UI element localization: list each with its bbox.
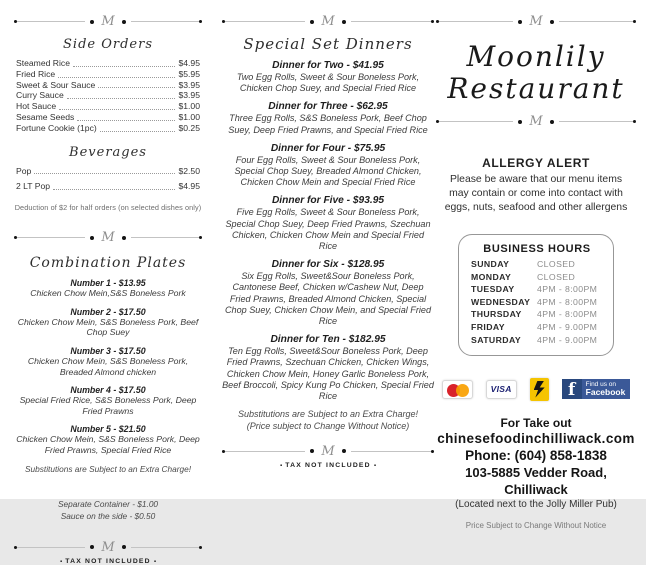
hours-time: 4PM - 8:00PM <box>537 296 598 307</box>
divider-ornament <box>436 115 636 128</box>
payment-methods <box>436 377 636 401</box>
substitution-note: Substitutions are Subject to an Extra Charge! <box>24 463 192 474</box>
divider-ornament <box>222 445 434 458</box>
dinner-desc: Four Egg Rolls, Sweet & Sour Boneless Pork, Special Chop Suey, Breaded Almond Chicken, Chicken Chow Mein and Special Fried Rice <box>234 154 422 188</box>
monogram-m: M <box>321 14 335 29</box>
menu-item-row <box>16 101 200 112</box>
combo-desc: Chicken Chow Mein, S&S Boneless Pork, Deep Fried Prawns, Special Fried Rice <box>16 434 200 456</box>
dot-leader <box>73 66 176 67</box>
monogram-m: M <box>321 443 335 459</box>
menu-item-row <box>16 123 200 134</box>
menu-item-row <box>16 90 200 101</box>
divider-end-dot <box>431 450 434 453</box>
tax-note-text: TAX NOT INCLUDED <box>285 461 371 469</box>
monogram-m: M <box>529 114 543 129</box>
divider-dot <box>310 20 314 24</box>
dinner-item <box>222 101 434 135</box>
half-order-note: Deduction of $2 for half orders (on selected dishes only) <box>14 203 202 213</box>
divider-end-dot <box>199 546 202 549</box>
divider-dot <box>518 120 522 124</box>
website-text: chinesefoodinchilliwack.com <box>437 431 635 447</box>
allergy-alert-title: ALLERGY ALERT <box>482 156 590 170</box>
divider-dot <box>90 20 94 24</box>
menu-item-row <box>16 80 200 91</box>
dinner-item <box>222 60 434 94</box>
business-hours-box <box>458 234 614 356</box>
hours-time: 4PM - 8:00PM <box>537 309 598 320</box>
hours-time: 4PM - 9.00PM <box>537 334 598 345</box>
divider-dot <box>90 545 94 549</box>
hours-day: MONDAY <box>471 271 512 282</box>
item-name: Steamed Rice <box>16 58 70 68</box>
panel-right <box>436 0 636 531</box>
item-name: Hot Sauce <box>16 101 57 112</box>
item-price: $4.95 <box>178 181 200 192</box>
tax-note-text: TAX NOT INCLUDED <box>65 557 151 565</box>
dinner-name: Dinner for Four - $75.95 <box>270 142 386 154</box>
item-price: $1.00 <box>178 111 200 122</box>
divider-dot <box>122 545 126 549</box>
special-set-dinners-title: Special Set Dinners <box>243 35 413 53</box>
dinner-item <box>222 334 434 402</box>
combo-item <box>14 346 202 377</box>
extra-line: Sauce on the side - $0.50 <box>60 511 156 522</box>
side-orders-title: Side Orders <box>63 37 153 52</box>
dot-leader <box>67 98 176 99</box>
facebook-badge-text <box>582 379 631 399</box>
bullet-marker: ▪ <box>280 462 283 469</box>
divider-end-dot <box>431 20 434 23</box>
beverages-title: Beverages <box>69 144 147 160</box>
hours-row <box>471 296 603 309</box>
item-price: $4.95 <box>178 58 200 68</box>
dinner-name: Dinner for Five - $93.95 <box>271 195 385 207</box>
facebook-label: Facebook <box>585 387 626 398</box>
divider-ornament <box>222 15 434 28</box>
combo-name: Number 4 - $17.50 <box>70 385 146 396</box>
dinner-item <box>222 195 434 252</box>
bullet-marker: ▪ <box>153 558 156 565</box>
dot-leader <box>77 120 175 121</box>
combo-item <box>14 307 202 338</box>
item-name: Fortune Cookie (1pc) <box>16 122 97 133</box>
item-price: $0.25 <box>178 122 200 133</box>
hours-row <box>471 271 603 284</box>
item-name: Pop <box>16 165 32 176</box>
visa-label: VISA <box>490 383 512 394</box>
hours-time: 4PM - 8:00PM <box>537 284 598 295</box>
divider-end-dot <box>199 236 202 239</box>
combo-item <box>14 424 202 455</box>
extra-line: Separate Container - $1.00 <box>57 498 159 509</box>
divider-end-dot <box>633 120 636 123</box>
combo-desc: Chicken Chow Mein, S&S Boneless Pork, Beef Chop Suey <box>17 316 199 338</box>
monogram-m: M <box>101 230 115 246</box>
combo-desc: Special Fried Rice, S&S Boneless Pork, Deep Fried Prawns <box>19 395 197 416</box>
menu-item-row <box>16 112 200 123</box>
divider-dot <box>90 236 94 240</box>
visa-icon <box>486 380 517 399</box>
dinners-list <box>222 60 434 402</box>
monogram-m: M <box>101 539 115 555</box>
business-hours-title: BUSINESS HOURS <box>483 243 591 255</box>
dinner-item <box>222 143 434 189</box>
tax-note <box>222 462 434 469</box>
menu-item-row <box>16 166 200 177</box>
combination-list <box>14 278 202 455</box>
restaurant-name-line1: Moonlily <box>466 40 606 73</box>
divider-ornament <box>14 541 202 554</box>
dinner-name: Dinner for Ten - $182.95 <box>270 334 386 346</box>
combo-name: Number 1 - $13.95 <box>70 278 146 289</box>
side-orders-list <box>14 58 202 134</box>
combo-name: Number 5 - $21.50 <box>70 424 146 435</box>
divider-ornament <box>436 15 636 28</box>
divider-dot <box>122 20 126 24</box>
hours-row <box>471 308 603 321</box>
street-address: 103-5885 Vedder Road, Chilliwack <box>465 465 607 498</box>
location-note: (Located next to the Jolly Miller Pub) <box>455 499 617 511</box>
divider-end-dot <box>633 20 636 23</box>
monogram-m: M <box>101 14 115 29</box>
hours-time: CLOSED <box>537 259 576 269</box>
hours-row <box>471 283 603 296</box>
item-price: $3.95 <box>178 90 200 101</box>
dot-leader <box>59 109 175 110</box>
item-price: $5.95 <box>178 68 200 79</box>
facebook-icon <box>562 379 631 399</box>
hours-day: SUNDAY <box>471 259 510 269</box>
price-change-note: Price Subject to Change Without Notice <box>465 521 607 531</box>
combo-name: Number 2 - $17.50 <box>70 306 146 317</box>
combination-plates-title: Combination Plates <box>29 255 187 272</box>
dinner-name: Dinner for Two - $41.95 <box>272 60 384 71</box>
menu-item-row <box>16 58 200 69</box>
item-name: Sweet & Sour Sauce <box>16 79 96 90</box>
hours-day: SATURDAY <box>471 334 522 345</box>
monogram-m: M <box>529 14 543 29</box>
item-name: Fried Rice <box>16 68 56 79</box>
hours-row <box>471 321 603 334</box>
phone-number: Phone: (604) 858-1838 <box>465 448 607 464</box>
restaurant-name-line2: Restaurant <box>447 72 625 105</box>
item-name: Curry Sauce <box>16 90 64 101</box>
beverages-list <box>14 166 202 193</box>
divider-dot <box>310 449 314 453</box>
menu-item-row <box>16 181 200 192</box>
dinner-name: Dinner for Six - $128.95 <box>271 259 385 271</box>
divider-dot <box>342 20 346 24</box>
divider-dot <box>550 120 554 124</box>
bullet-marker: ▪ <box>373 462 376 469</box>
dot-leader <box>98 87 175 88</box>
takeout-heading: For Take out <box>500 416 572 431</box>
hours-row <box>471 334 603 347</box>
bullet-marker: ▪ <box>60 558 63 565</box>
allergy-alert-text: Please be aware that our menu items may contain or come into contact with eggs, nuts, seafood and other allergens <box>444 174 628 213</box>
divider-ornament <box>14 15 202 28</box>
price-change-note: (Price subject to Change Without Notice) <box>246 420 410 431</box>
hours-time: 4PM - 9.00PM <box>537 321 598 332</box>
item-price: $2.50 <box>178 165 200 176</box>
hours-row <box>471 258 603 271</box>
dinner-desc: Two Egg Rolls, Sweet & Sour Boneless Pork, Chicken Chop Suey, and Special Fried Rice <box>236 72 420 94</box>
combo-name: Number 3 - $17.50 <box>70 346 146 356</box>
substitution-note: Substitutions are Subject to an Extra Charge! <box>237 409 419 420</box>
facebook-find-us: Find us on <box>585 380 617 388</box>
facebook-f-logo: f <box>562 379 582 399</box>
dinner-name: Dinner for Three - $62.95 <box>268 101 388 113</box>
extras-notes <box>14 498 202 523</box>
divider-dot <box>122 236 126 240</box>
hours-day: WEDNESDAY <box>471 296 531 307</box>
dot-leader <box>53 189 175 190</box>
hours-day: THURSDAY <box>471 309 522 320</box>
dinner-desc: Five Egg Rolls, Sweet & Sour Boneless Pork, Special Chop Suey, Deep Fried Prawns, Szechuan Chicken, Chicken Chow Mein and Special Fried Rice <box>225 207 431 252</box>
dot-leader <box>100 131 176 132</box>
dinner-desc: Three Egg Rolls, S&S Boneless Pork, Beef Chop Suey, Deep Fried Prawns, and Special Fried Rice <box>228 113 428 135</box>
panel-left <box>14 0 202 565</box>
item-price: $1.00 <box>178 101 200 112</box>
divider-dot <box>342 449 346 453</box>
combo-desc: Chicken Chow Mein, S&S Boneless Pork, Breaded Almond chicken <box>27 356 189 377</box>
divider-dot <box>518 20 522 24</box>
middle-notes <box>222 409 434 432</box>
panel-middle <box>222 0 434 499</box>
dinner-desc: Ten Egg Rolls, Sweet&Sour Boneless Pork, Deep Fried Prawns, Szechuan Chicken, Chicken Wings, Chicken Chow Mein, Honey Garlic Boneless Pork, Beef Broccoli, Spicy Kung Po Chicken, Special Fried Rice <box>222 346 434 402</box>
tax-note <box>14 558 202 565</box>
takeout-info <box>436 416 636 512</box>
combo-item <box>14 278 202 299</box>
divider-ornament <box>14 231 202 244</box>
item-price: $3.95 <box>178 79 200 90</box>
interac-icon <box>530 378 549 401</box>
item-name: 2 LT Pop <box>16 181 51 192</box>
item-name: Sesame Seeds <box>16 111 75 122</box>
hours-time: CLOSED <box>537 271 576 282</box>
combo-desc: Chicken Chow Mein,S&S Boneless Pork <box>30 288 186 299</box>
dot-leader <box>58 77 175 78</box>
divider-end-dot <box>199 20 202 23</box>
combo-item <box>14 385 202 416</box>
dinner-item <box>222 259 434 327</box>
hours-day: TUESDAY <box>471 284 515 295</box>
mastercard-icon <box>442 380 473 399</box>
hours-day: FRIDAY <box>471 321 505 332</box>
dot-leader <box>34 173 175 174</box>
dinner-desc: Six Egg Rolls, Sweet&Sour Boneless Pork, Cantonese Beef, Chicken w/Cashew Nut, Deep Fried Prawns, Breaded Almond Chicken, Special Chop Suey, Chicken Chow Mein, and Special Fried Rice <box>224 271 432 327</box>
divider-dot <box>550 20 554 24</box>
menu-item-row <box>16 69 200 80</box>
